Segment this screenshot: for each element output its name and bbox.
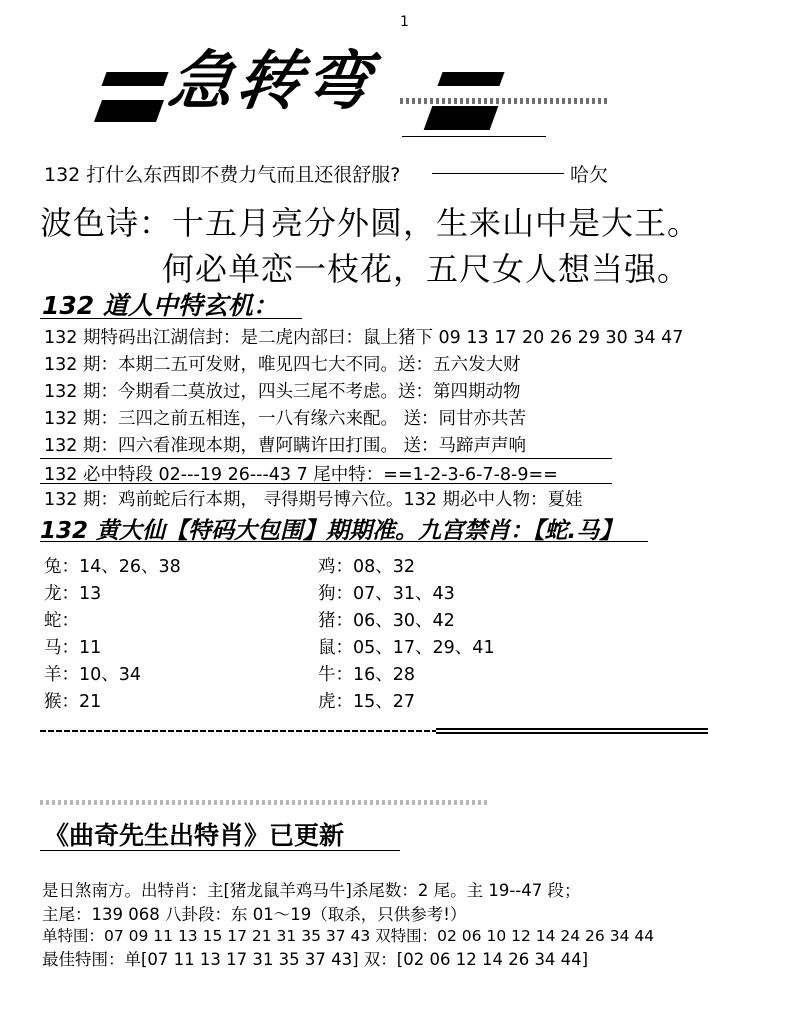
right-bar-top [437, 72, 504, 86]
poem-line-1: 波色诗：十五月亮分外圆，生来山中是大王。 [40, 204, 701, 242]
riddle-answer: 哈欠 [570, 164, 609, 186]
section3-line: 单特围：07 09 11 13 15 17 21 31 35 37 43 双特围：02 06 10 12 14 24 26 34 44 [42, 927, 655, 945]
section1-line: 132 期：四六看准现本期，曹阿瞒许田打围。 送：马蹄声声响 [44, 436, 527, 456]
zodiac-right: 狗：07、31、43 [318, 584, 455, 604]
zodiac-right: 猪：06、30、42 [318, 611, 455, 631]
zodiac-left: 兔：14、26、38 [44, 557, 181, 577]
page-title: 急转弯 [163, 44, 379, 119]
section1-heading: 132 道人中特玄机： [42, 291, 278, 320]
section1-underline [40, 318, 302, 319]
divider [40, 458, 612, 459]
section1-line: 132 期特码出江湖信封：是二虎内部曰：鼠上猪下 09 13 17 20 26 29 30 34 47 [44, 328, 684, 348]
right-bar-bottom [424, 106, 499, 130]
zodiac-left: 龙：13 [44, 584, 102, 604]
section3-underline [40, 850, 400, 851]
section1-line: 132 必中特段 02---19 26---43 7 尾中特：==1-2-3-6-7-8-9== [44, 465, 558, 485]
title-underline [402, 136, 546, 137]
zodiac-left: 猴：21 [44, 692, 102, 712]
divider [40, 483, 612, 484]
zodiac-left: 马：11 [44, 638, 102, 658]
dashed-separator [40, 730, 436, 732]
section2-underline [40, 541, 648, 542]
left-bar-top [101, 72, 168, 86]
zodiac-right: 牛：16、28 [318, 665, 416, 685]
section3-heading: 《曲奇先生出特肖》已更新 [44, 821, 345, 850]
double-separator [436, 728, 708, 734]
section3-line: 最佳特围：单[07 11 13 17 31 35 37 43] 双：[02 06 12 14 26 34 44] [42, 950, 589, 969]
poem-line-2: 何必单恋一枝花，五尺女人想当强。 [162, 250, 691, 288]
section1-line: 132 期：三四之前五相连，一八有缘六来配。 送：同甘亦共苦 [44, 409, 527, 429]
zodiac-right: 鸡：08、32 [318, 557, 416, 577]
scan-noise [40, 800, 488, 805]
section1-line: 132 期：本期二五可发财，唯见四七大不同。送：五六发大财 [44, 355, 521, 375]
left-bar-bottom [94, 100, 164, 122]
top-mark: 1 [400, 14, 409, 30]
zodiac-left: 羊：10、34 [44, 665, 142, 685]
zodiac-left: 蛇： [44, 611, 79, 631]
section1-line: 132 期：鸡前蛇后行本期， 寻得期号博六位。132 期必中人物：夏娃 [44, 490, 583, 510]
section3-line: 主尾：139 068 八卦段：东 01～19（取杀，只供参考!） [42, 905, 467, 924]
riddle-question: 132 打什么东西即不费力气而且还很舒服? [44, 164, 401, 186]
riddle-answer-line [432, 173, 564, 174]
section3-line: 是日煞南方。出特肖：主[猪龙鼠羊鸡马牛]杀尾数：2 尾。主 19--47 段； [42, 881, 581, 900]
scan-noise [400, 98, 610, 104]
zodiac-right: 虎：15、27 [318, 692, 416, 712]
section2-heading: 132 黄大仙【特码大包围】期期准。九宫禁肖：【蛇.马】 [40, 518, 623, 544]
section1-line: 132 期：今期看二莫放过，四头三尾不考虑。送：第四期动物 [44, 382, 521, 402]
zodiac-right: 鼠：05、17、29、41 [318, 638, 495, 658]
